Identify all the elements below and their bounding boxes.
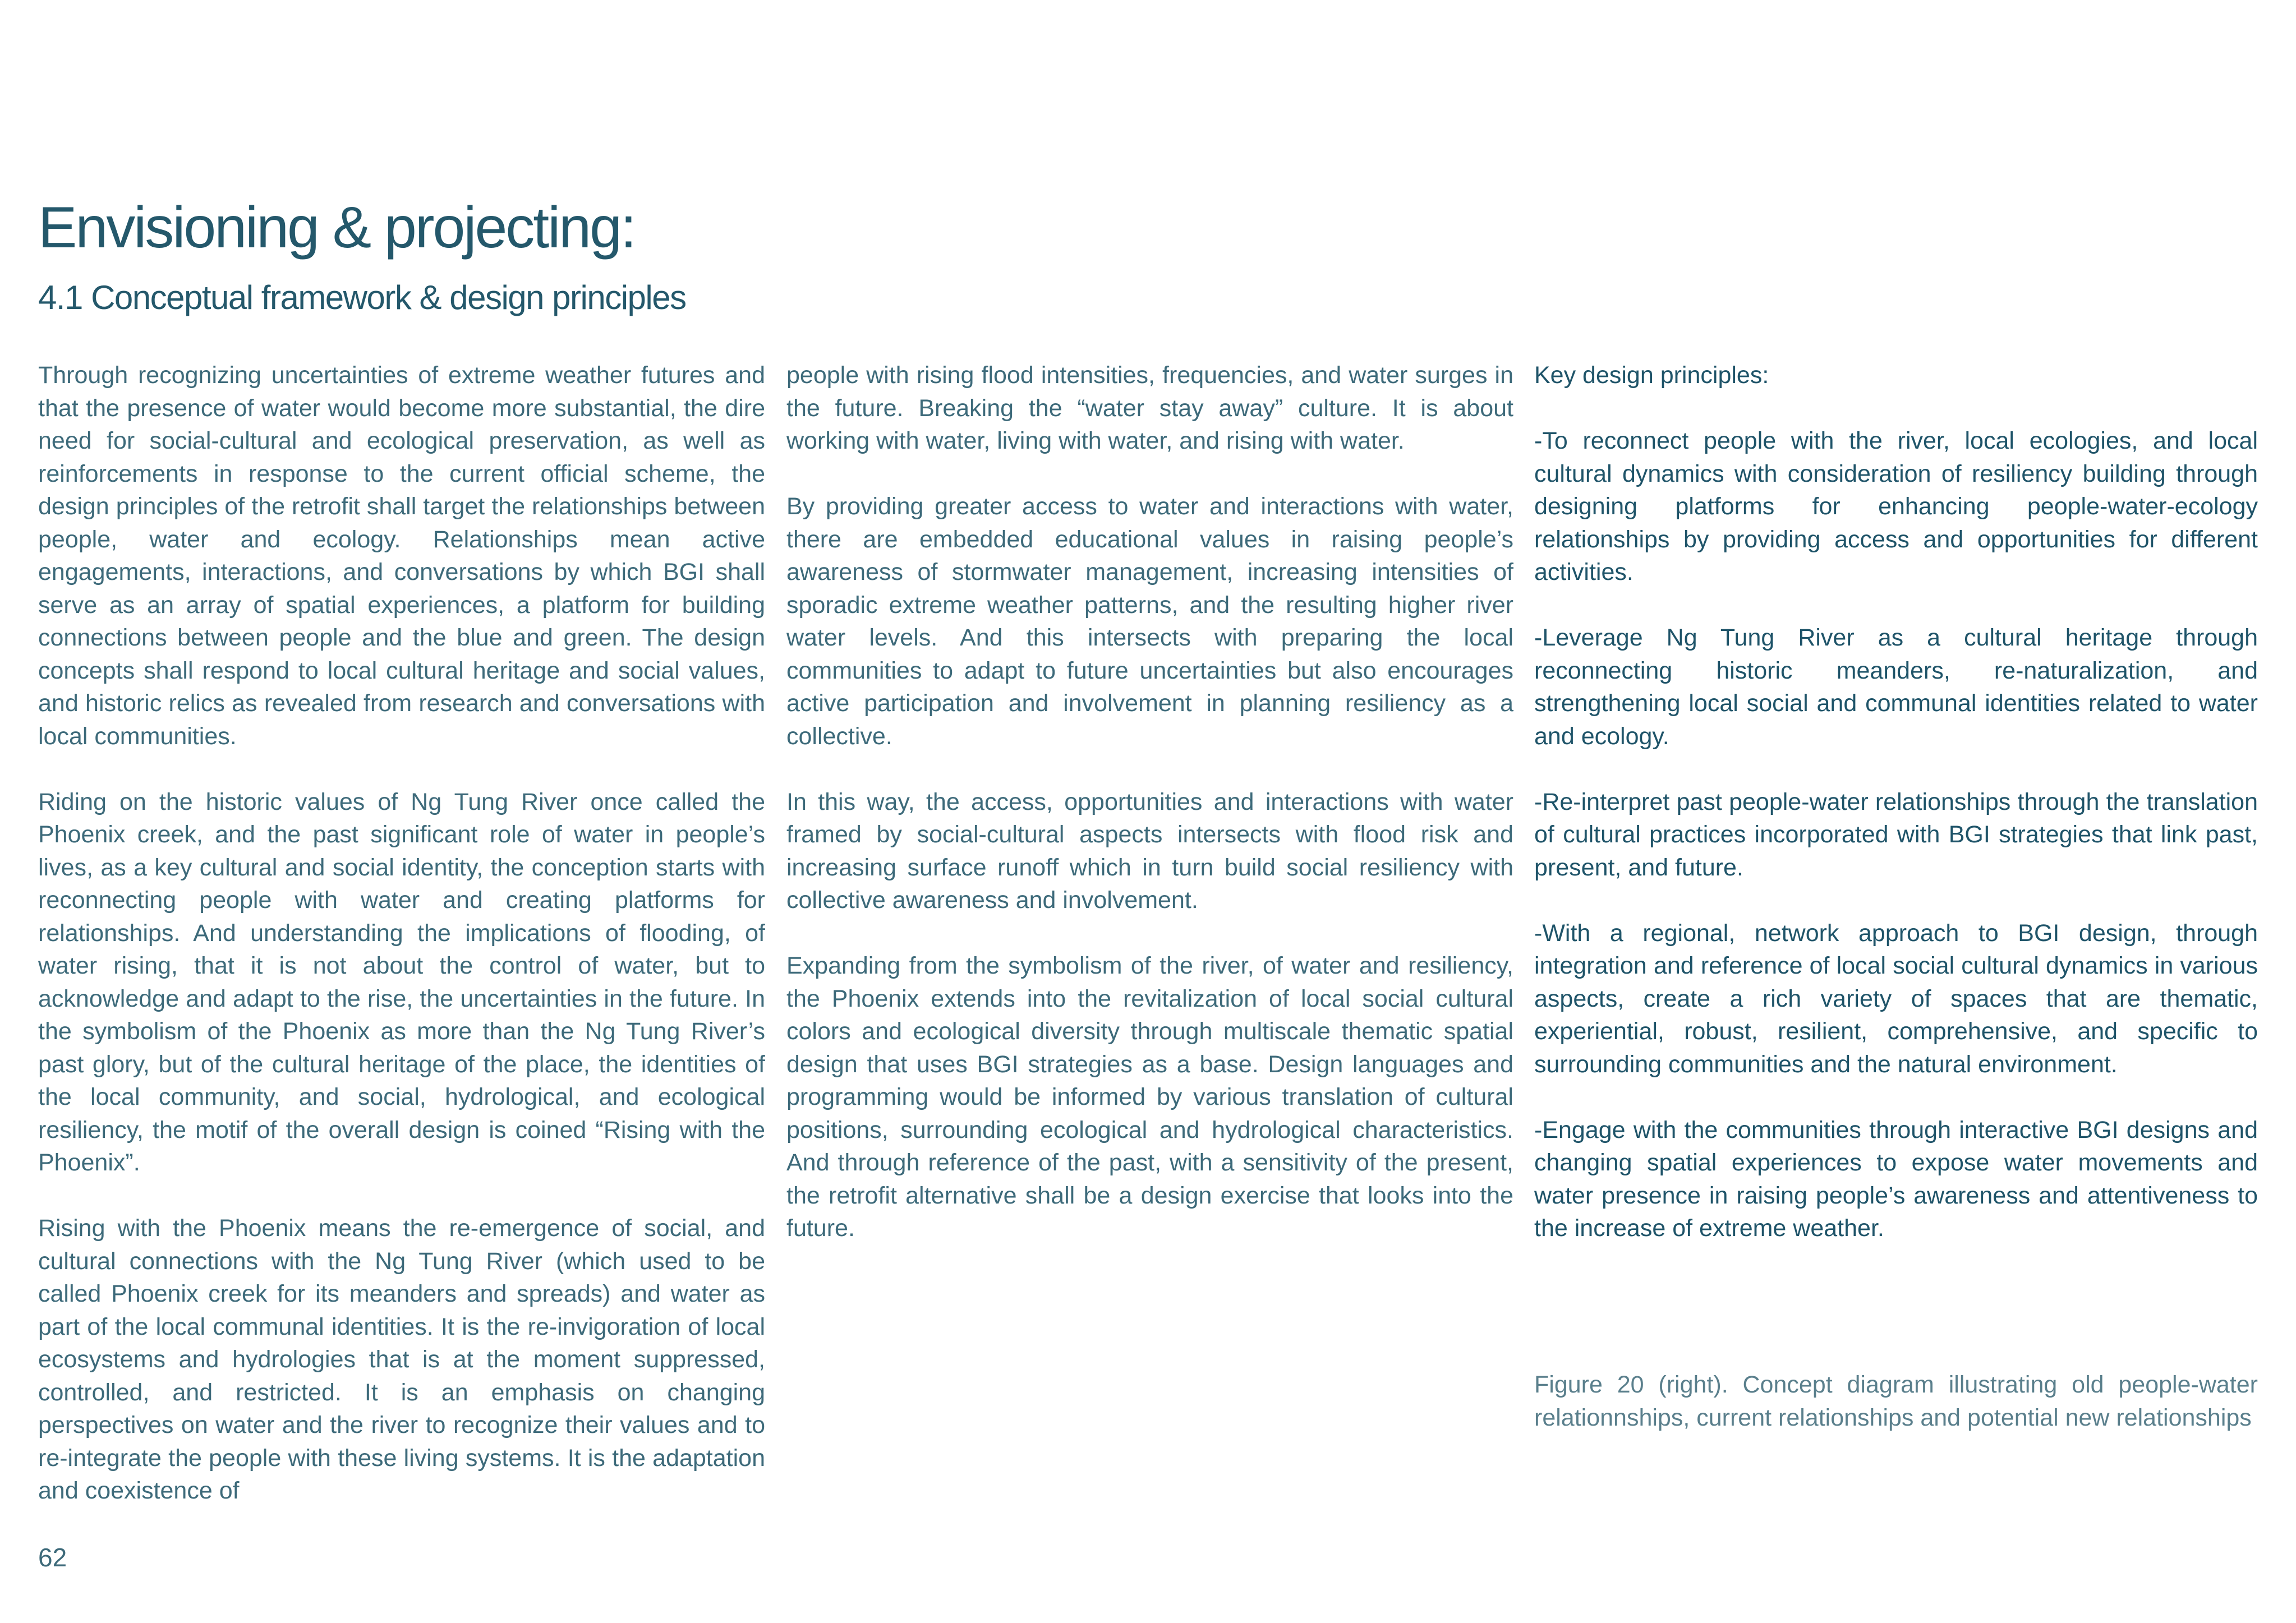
paragraph: By providing greater access to water and interactions with water, there are embedded educational values in raising people’s awareness of stormwater management, increasing intensities of sporadic extreme weather patterns, and the resulting higher river water levels. And this intersects with preparing the local communities to adapt to future uncertainties but also encourages active participation and involvement in planning resiliency as a collective. [786, 493, 1513, 750]
text-column-1 [38, 359, 765, 1540]
principle-item: -To reconnect people with the river, local ecologies, and local cultural dynamics with consideration of resiliency building through designing platforms for enhancing people-water-ecology relationships by providing access and opportunities for different activities. [1534, 427, 2258, 585]
principles-heading: Key design principles: [1534, 362, 1769, 389]
principle-item: -Re-interpret past people-water relationships through the translation of cultural practices incorporated with BGI strategies that link past, present, and future. [1534, 788, 2258, 881]
principle-item: -Engage with the communities through interactive BGI designs and changing spatial experiences to expose water movements and water presence in raising people’s awareness and attentiveness to the increase of extreme weather. [1534, 1116, 2258, 1242]
paragraph: Rising with the Phoenix means the re-emergence of social, and cultural connections with the Ng Tung River (which used to be called Phoenix creek for its meanders and spreads) and water as part of the local communal identities. It is the re-invigoration of local ecosystems and hydrologies that is at the moment suppressed, controlled, and restricted. It is an emphasis on changing perspectives on water and the river to recognize their values and to re-integrate the people with these living systems. It is the adaptation and coexistence of [38, 1215, 765, 1504]
paragraph: people with rising flood intensities, frequencies, and water surges in the future. Breaking the “water stay away” culture. It is about working with water, living with water, and rising with water. [786, 362, 1513, 454]
page-number: 62 [38, 1543, 67, 1572]
paragraph: In this way, the access, opportunities and interactions with water framed by social-cultural aspects intersects with flood risk and increasing surface runoff which in turn build social resiliency with collective awareness and involvement. [786, 788, 1513, 914]
principle-item: -Leverage Ng Tung River as a cultural heritage through reconnecting historic meanders, re-naturalization, and strengthening local social and communal identities related to water and ecology. [1534, 624, 2258, 750]
paragraph: Through recognizing uncertainties of extreme weather futures and that the presence of water would become more substantial, the dire need for social-cultural and ecological preservation, as well as reinforcements in response to the current official scheme, the design principles of the retrofit shall target the relationships between people, water and ecology. Relationships mean active engagements, interactions, and conversations by which BGI shall serve as an array of spatial experiences, a platform for building connections between people and the blue and green. The design concepts shall respond to local cultural heritage and social values, and historic relics as revealed from research and conversations with local communities. [38, 362, 765, 750]
paragraph: Expanding from the symbolism of the river, of water and resiliency, the Phoenix extends into the revitalization of local social cultural colors and ecological diversity through multiscale thematic spatial design that uses BGI strategies as a base. Design languages and programming would be informed by various translation of cultural positions, surrounding ecological and hydrological characteristics. And through reference of the past, with a sensitivity of the present, the retrofit alternative shall be a design exercise that looks into the future. [786, 952, 1513, 1242]
figure-caption: Figure 20 (right). Concept diagram illustrating old people-water relationnships, current relationships and potential new relationships [1534, 1371, 2258, 1431]
page-title: Envisioning & projecting: [38, 195, 635, 260]
section-subtitle: 4.1 Conceptual framework & design principles [38, 279, 686, 316]
text-column-2 [786, 359, 1513, 1278]
principle-item: -With a regional, network approach to BGI design, through integration and reference of local social cultural dynamics in various aspects, create a rich variety of spaces that are thematic, experiential, robust, resilient, comprehensive, and specific to surrounding communities and the natural environment. [1534, 919, 2258, 1078]
paragraph: Riding on the historic values of Ng Tung River once called the Phoenix creek, and the past significant role of water in people’s lives, as a key cultural and social identity, the conception starts with reconnecting people with water and creating platforms for relationships. And understanding the implications of flooding, of water rising, that it is not about the control of water, but to acknowledge and adapt to the rise, the uncertainties in the future. In the symbolism of the Phoenix as more than the Ng Tung River’s past glory, but of the cultural heritage of the place, the identities of the local community, and social, hydrological, and ecological resiliency, the motif of the overall design is coined “Rising with the Phoenix”. [38, 788, 765, 1176]
design-principles-column [1534, 359, 2258, 1278]
